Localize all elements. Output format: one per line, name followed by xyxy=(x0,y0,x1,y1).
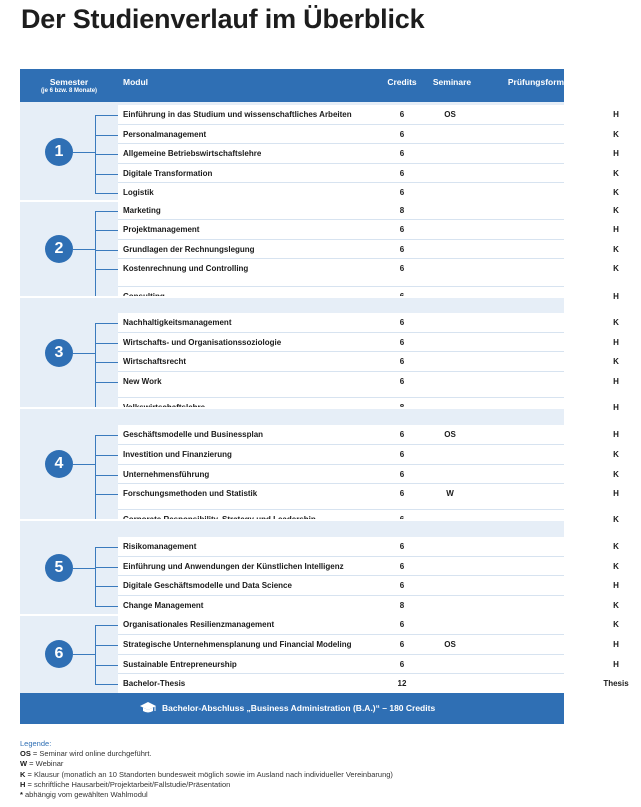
module-exam: H xyxy=(613,640,619,649)
module-credits: 6 xyxy=(399,110,405,119)
module-row xyxy=(118,465,619,485)
connector-line xyxy=(73,464,95,465)
module-seminar: OS xyxy=(444,110,456,119)
module-exam: H xyxy=(613,403,619,412)
connector-line xyxy=(95,193,118,194)
connector-line xyxy=(95,323,96,409)
module-name: Digitale Transformation xyxy=(123,169,213,178)
module-name: Investition und Finanzierung xyxy=(123,450,232,459)
module-name: Geschäftsmodelle und Businessplan xyxy=(123,430,264,439)
connector-line xyxy=(95,269,118,270)
module-name: Forschungsmethoden und Statistik xyxy=(123,489,258,498)
module-exam: K xyxy=(613,206,619,215)
module-row xyxy=(118,425,619,445)
module-name: Allgemeine Betriebswirtschaftslehre xyxy=(123,149,262,158)
semester-divider xyxy=(20,519,564,521)
module-name: Logistik xyxy=(123,188,154,197)
module-name: Personalmanagement xyxy=(123,130,207,139)
module-name: Wirtschaftsrecht xyxy=(123,357,187,366)
module-name: Einführung und Anwendungen der Künstlichen Intelligenz xyxy=(123,562,344,571)
module-credits: 6 xyxy=(399,338,405,347)
connector-line xyxy=(95,665,118,666)
module-name: Grundlagen der Rechnungslegung xyxy=(123,245,255,254)
header-seminare: Seminare xyxy=(432,77,472,87)
module-exam: K xyxy=(613,450,619,459)
connector-line xyxy=(95,606,118,607)
module-credits: 6 xyxy=(399,489,405,498)
module-seminar: OS xyxy=(444,640,456,649)
module-credits: 6 xyxy=(399,225,405,234)
module-row xyxy=(118,674,629,694)
module-row xyxy=(118,333,619,353)
module-row xyxy=(118,352,619,372)
module-row xyxy=(118,537,619,557)
module-name: Risikomanagement xyxy=(123,542,197,551)
module-name: Einführung in das Studium und wissenschaftliches Arbeiten xyxy=(123,110,352,119)
module-exam: K xyxy=(613,169,619,178)
semester-number-5: 5 xyxy=(45,554,73,582)
module-name: Kostenrechnung und Controlling xyxy=(123,264,249,273)
module-credits: 6 xyxy=(399,620,405,629)
module-name: Marketing xyxy=(123,206,161,215)
connector-line xyxy=(95,455,118,456)
module-credits: 8 xyxy=(399,601,405,610)
module-exam: K xyxy=(613,264,619,273)
module-exam: K xyxy=(613,130,619,139)
module-row xyxy=(118,484,619,504)
graduation-cap-icon xyxy=(139,701,157,715)
module-credits: 8 xyxy=(399,206,405,215)
module-row xyxy=(118,220,619,240)
module-row xyxy=(118,201,619,221)
module-row xyxy=(118,259,619,279)
semester-number-4: 4 xyxy=(45,450,73,478)
module-credits: 6 xyxy=(399,169,405,178)
connector-line xyxy=(95,645,118,646)
module-exam: K xyxy=(613,357,619,366)
connector-line xyxy=(95,625,96,685)
module-exam: K xyxy=(613,470,619,479)
connector-line xyxy=(95,250,118,251)
connector-line xyxy=(95,230,118,231)
module-exam: H xyxy=(613,149,619,158)
connector-line xyxy=(73,249,95,250)
header-credits: Credits xyxy=(387,77,417,87)
module-name: Sustainable Entrepreneurship xyxy=(123,660,237,669)
module-exam: H xyxy=(613,581,619,590)
page-title: Der Studienverlauf im Überblick xyxy=(21,4,425,34)
module-row xyxy=(118,372,619,392)
module-exam: H xyxy=(613,377,619,386)
module-credits: 6 xyxy=(399,660,405,669)
connector-line xyxy=(95,547,118,548)
module-credits: 6 xyxy=(399,542,405,551)
module-row xyxy=(118,635,619,655)
connector-line xyxy=(95,435,96,521)
module-exam: K xyxy=(613,245,619,254)
connector-line xyxy=(95,323,118,324)
module-row xyxy=(118,576,619,596)
semester-number-3: 3 xyxy=(45,339,73,367)
semester-number-6: 6 xyxy=(45,640,73,668)
module-name: Change Management xyxy=(123,601,204,610)
module-exam: K xyxy=(613,562,619,571)
connector-line xyxy=(95,211,96,298)
module-row xyxy=(118,615,619,635)
connector-line xyxy=(73,353,95,354)
module-credits: 6 xyxy=(399,245,405,254)
module-row xyxy=(118,655,619,675)
legend-title: Legende: xyxy=(20,739,52,748)
table-header xyxy=(20,69,564,102)
legend-item-h: H = schriftliche Hausarbeit/Projektarbeit/Fallstudie/Präsentation xyxy=(20,779,231,789)
module-seminar: W xyxy=(446,489,454,498)
semester-number-1: 1 xyxy=(45,138,73,166)
module-row xyxy=(118,313,619,333)
module-seminar: OS xyxy=(444,430,456,439)
module-credits: 6 xyxy=(399,264,405,273)
connector-line xyxy=(95,362,118,363)
module-credits: 6 xyxy=(399,450,405,459)
header-semester: Semester xyxy=(49,77,89,87)
module-credits: 6 xyxy=(399,357,405,366)
header-modul: Modul xyxy=(123,77,149,87)
module-exam: H xyxy=(613,225,619,234)
module-name: Bachelor-Thesis xyxy=(123,679,186,688)
connector-line xyxy=(95,494,118,495)
module-exam: H xyxy=(613,292,619,301)
module-credits: 6 xyxy=(399,318,405,327)
module-row xyxy=(118,240,619,260)
connector-line xyxy=(73,654,95,655)
module-credits: 12 xyxy=(397,679,407,688)
connector-line xyxy=(95,625,118,626)
connector-line xyxy=(95,154,118,155)
module-row xyxy=(118,557,619,577)
module-credits: 6 xyxy=(399,581,405,590)
module-exam: Thesis xyxy=(603,679,629,688)
semester-number-2: 2 xyxy=(45,235,73,263)
connector-line xyxy=(95,475,118,476)
module-name: Strategische Unternehmensplanung und Financial Modeling xyxy=(123,640,352,649)
module-credits: 6 xyxy=(399,470,405,479)
module-name: Wirtschafts- und Organisationssoziologie xyxy=(123,338,282,347)
module-exam: K xyxy=(613,318,619,327)
connector-line xyxy=(95,435,118,436)
semester-divider xyxy=(20,296,564,298)
module-exam: K xyxy=(613,601,619,610)
module-credits: 6 xyxy=(399,377,405,386)
module-credits: 6 xyxy=(399,149,405,158)
module-exam: H xyxy=(613,660,619,669)
module-credits: 6 xyxy=(399,562,405,571)
connector-line xyxy=(95,135,118,136)
header-pruefungsform: Prüfungsform xyxy=(507,77,565,87)
module-credits: 6 xyxy=(399,430,405,439)
module-exam: H xyxy=(613,489,619,498)
module-exam: K xyxy=(613,542,619,551)
legend-item-note: * abhängig vom gewählten Wahlmodul xyxy=(20,790,148,800)
module-row xyxy=(118,105,619,125)
module-exam: H xyxy=(613,110,619,119)
module-credits: 6 xyxy=(399,188,405,197)
connector-line xyxy=(95,174,118,175)
header-semester-sub: (je 6 bzw. 8 Monate) xyxy=(40,88,98,94)
module-exam: K xyxy=(613,188,619,197)
legend-item-k: K = Klausur (monatlich an 10 Standorten bundesweit möglich sowie im Ausland nach individueller Vereinbarung) xyxy=(20,769,393,779)
degree-text: Bachelor-Abschluss „Business Administration (B.A.)“ – 180 Credits xyxy=(162,703,436,713)
degree-banner xyxy=(20,693,564,724)
module-name: New Work xyxy=(123,377,162,386)
module-exam: K xyxy=(613,515,619,524)
module-exam: H xyxy=(613,430,619,439)
legend xyxy=(20,739,393,800)
module-row xyxy=(118,596,619,616)
legend-item-w: W = Webinar xyxy=(20,759,64,769)
curriculum-table xyxy=(20,69,629,724)
legend-item-os: OS = Seminar wird online durchgeführt. xyxy=(20,749,152,759)
module-name: Unternehmensführung xyxy=(123,470,210,479)
module-row xyxy=(118,164,619,184)
connector-line xyxy=(95,343,118,344)
module-row xyxy=(118,125,619,145)
module-credits: 6 xyxy=(399,640,405,649)
module-row xyxy=(118,445,619,465)
module-name: Projektmanagement xyxy=(123,225,200,234)
connector-line xyxy=(95,567,118,568)
module-row xyxy=(118,144,619,164)
module-exam: K xyxy=(613,620,619,629)
connector-line xyxy=(73,568,95,569)
connector-line xyxy=(95,115,118,116)
module-credits: 6 xyxy=(399,130,405,139)
connector-line xyxy=(95,382,118,383)
module-name: Nachhaltigkeitsmanagement xyxy=(123,318,232,327)
module-name: Organisationales Resilienzmanagement xyxy=(123,620,275,629)
module-name: Digitale Geschäftsmodelle und Data Science xyxy=(123,581,292,590)
connector-line xyxy=(73,152,95,153)
connector-line xyxy=(95,547,96,607)
semester-divider xyxy=(20,407,564,409)
connector-line xyxy=(95,211,118,212)
connector-line xyxy=(95,684,118,685)
module-exam: H xyxy=(613,338,619,347)
connector-line xyxy=(95,586,118,587)
